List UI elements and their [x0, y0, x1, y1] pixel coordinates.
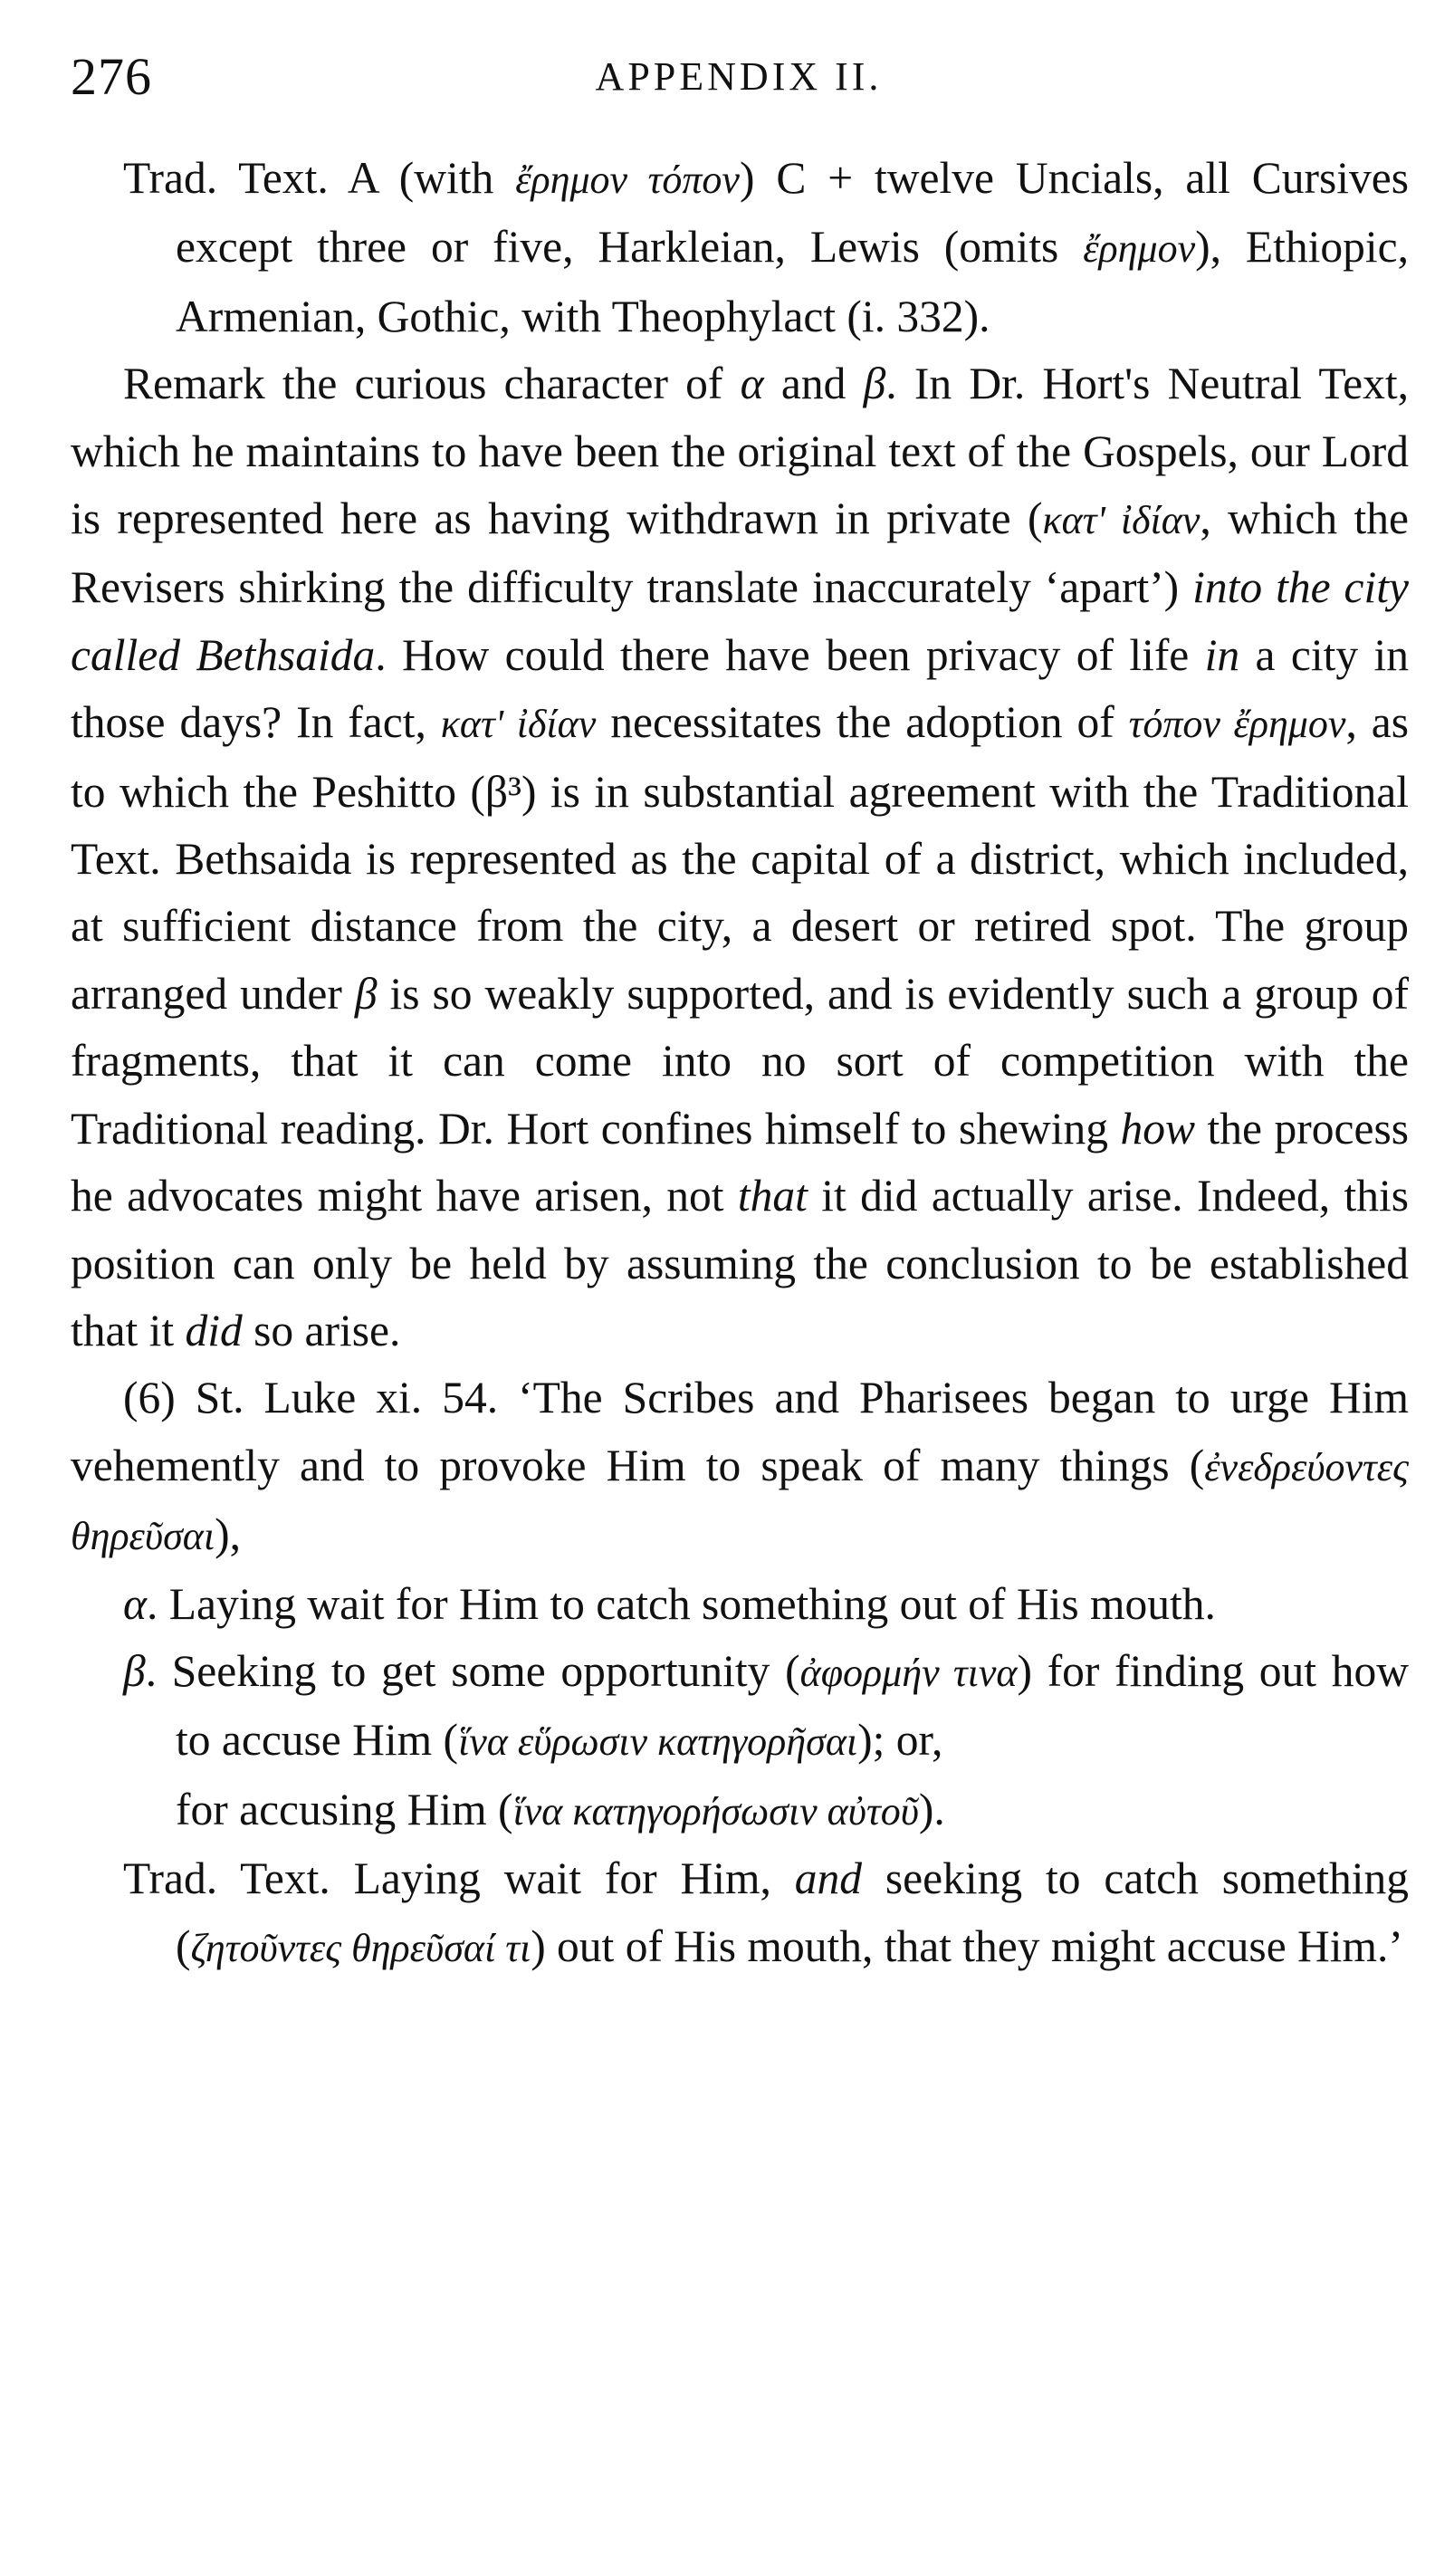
trad-text-paragraph-1: Trad. Text. A (with ἔρημον τόπον) C + twelve Uncials, all Cursives except three or five, Harkleian, Lewis (omits ἔρημον), Ethiopic, Armenian, Gothic, with Theophylact (i. 332). — [123, 153, 1410, 341]
body-text — [71, 145, 1409, 1982]
reading-alpha: α. Laying wait for Him to catch something out of His mouth. — [123, 1578, 1216, 1629]
remark-paragraph: Remark the curious character of α and β. In Dr. Hort's Neutral Text, which he maintains to have been the original text of the Gospels, our Lord is represented here as having withdrawn in private (κατ' ἰδίαν, which the Revisers shirking the difficulty translate inaccurately ‘apart’) into the city called Bethsaida. How could there have been privacy of life in a city in those days? In fact, κατ' ἰδίαν necessitates the adoption of τόπον ἔρημον, as to which the Peshitto (β³) is in substantial agreement with the Traditional Text. Bethsaida is represented as the capital of a district, which included, at sufficient distance from the city, a desert or retired spot. The group arranged under β is so weakly supported, and is evidently such a group of fragments, that it can come into no sort of competition with the Traditional reading. Dr. Hort confines himself to shewing how the process he advocates might have arisen, not that it did actually arise. Indeed, this position can only be held by assuming the conclusion to be established that it did so arise. — [71, 359, 1409, 1355]
trad-text-paragraph-2: Trad. Text. Laying wait for Him, and seeking to catch something (ζητοῦντες θηρεῦσαί τι) out of His mouth, that they might accuse Him.’ — [123, 1853, 1409, 1971]
page-number: 276 — [71, 47, 152, 106]
luke-paragraph: (6) St. Luke xi. 54. ‘The Scribes and Pharisees began to urge Him vehemently and to provoke Him to speak of many things (ἐνεδρεύοντες θηρεῦσαι), — [71, 1373, 1409, 1560]
reading-beta-continued: for accusing Him (ἵνα κατηγορήσωσιν αὐτοῦ). — [176, 1784, 945, 1834]
reading-beta: β. Seeking to get some opportunity (ἀφορμήν τινα) for finding out how to accuse Him (ἵνα εὕρωσιν κατηγορῆσαι); or, — [123, 1645, 1409, 1766]
page-header — [71, 45, 1407, 109]
running-head: APPENDIX II. — [595, 54, 883, 99]
